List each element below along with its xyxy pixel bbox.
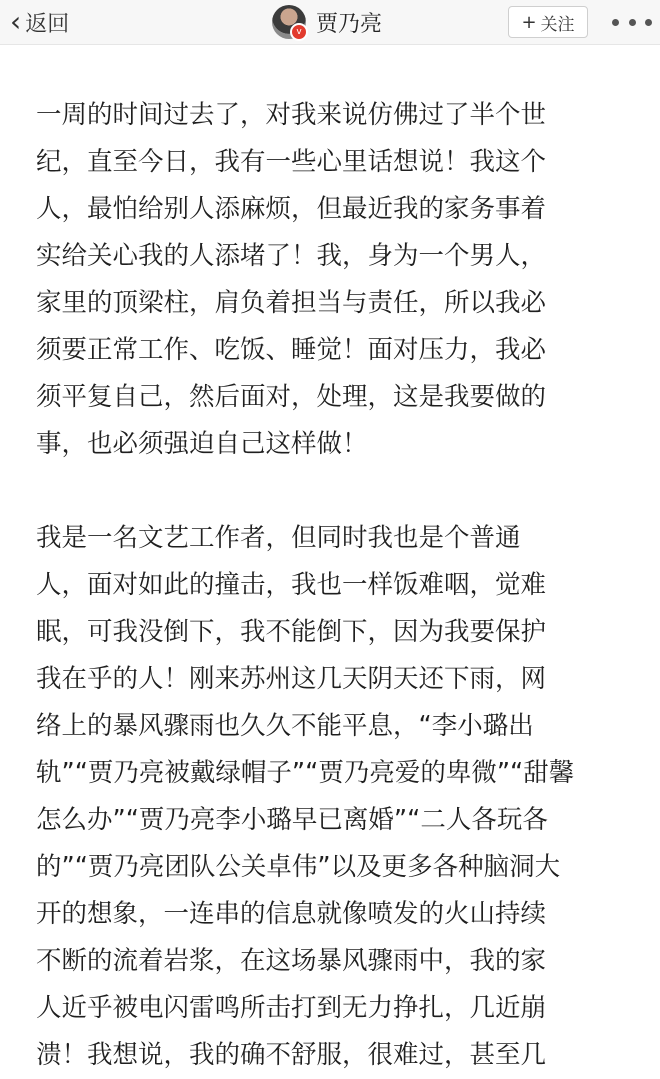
user-name[interactable]: 贾乃亮 <box>316 11 383 37</box>
more-dots-icon <box>629 19 636 26</box>
text-line: 轨”“贾乃亮被戴绿帽子”“贾乃亮爱的卑微”“甜馨 <box>36 758 575 788</box>
follow-label: 关注 <box>540 14 575 35</box>
text-line: 我是一名文艺工作者，但同时我也是个普通 <box>36 523 521 553</box>
text-line: 人，最怕给别人添麻烦，但最近我的家务事着 <box>36 194 547 224</box>
back-button[interactable] <box>10 4 69 40</box>
user-header[interactable] <box>272 2 382 42</box>
text-line: 人，面对如此的撞击，我也一样饭难咽，觉难 <box>36 570 547 600</box>
text-line: 开的想象，一连串的信息就像喷发的火山持续 <box>36 899 547 929</box>
post-content <box>36 92 636 1079</box>
verified-badge-icon: v <box>290 23 308 41</box>
text-line: 的”“贾乃亮团队公关卓伟”以及更多各种脑洞大 <box>36 852 561 882</box>
paragraph-2 <box>36 515 636 1079</box>
text-line: 我在乎的人！刚来苏州这几天阴天还下雨，网 <box>36 664 547 694</box>
text-line: 家里的顶梁柱，肩负着担当与责任，所以我必 <box>36 288 547 318</box>
top-bar <box>0 0 660 45</box>
text-line: 不断的流着岩浆，在这场暴风骤雨中，我的家 <box>36 946 547 976</box>
paragraph-1 <box>36 92 636 468</box>
text-line: 实给关心我的人添堵了！我，身为一个男人， <box>36 241 547 271</box>
text-line: 人近乎被电闪雷鸣所击打到无力挣扎，几近崩 <box>36 993 547 1023</box>
more-button[interactable] <box>612 8 652 36</box>
more-dots-icon <box>612 19 619 26</box>
text-line: 怎么办”“贾乃亮李小璐早已离婚”“二人各玩各 <box>36 805 548 835</box>
text-line: 纪，直至今日，我有一些心里话想说！我这个 <box>36 147 547 177</box>
follow-button[interactable] <box>508 6 588 38</box>
text-line: 须平复自己，然后面对，处理，这是我要做的 <box>36 382 547 412</box>
text-line: 事，也必须强迫自己这样做！ <box>36 429 368 459</box>
back-label: 返回 <box>25 11 70 37</box>
more-dots-icon <box>645 19 652 26</box>
text-line: 络上的暴风骤雨也久久不能平息，“李小璐出 <box>36 711 534 741</box>
plus-icon: + <box>521 11 537 33</box>
chevron-left-icon: ‹ <box>10 5 22 38</box>
text-line: 须要正常工作、吃饭、睡觉！面对压力，我必 <box>36 335 547 365</box>
text-line: 眠，可我没倒下，我不能倒下，因为我要保护 <box>36 617 547 647</box>
paragraph-gap <box>36 468 636 515</box>
text-line: 溃！我想说，我的确不舒服，很难过，甚至几 <box>36 1040 547 1070</box>
avatar[interactable] <box>272 5 306 39</box>
text-line: 一周的时间过去了，对我来说仿佛过了半个世 <box>36 100 547 130</box>
